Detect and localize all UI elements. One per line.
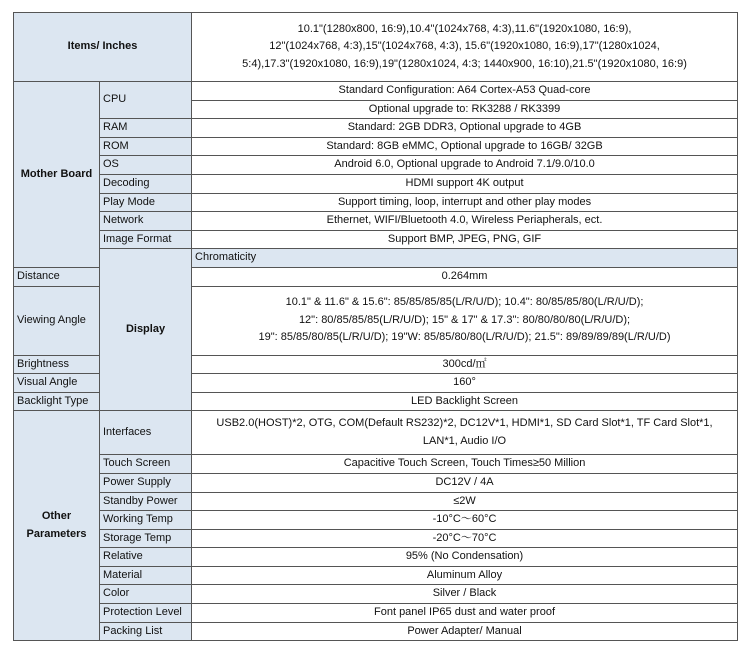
row-label: Standby Power <box>100 492 192 511</box>
row-value-interfaces <box>192 411 738 455</box>
group-display: Display <box>100 249 192 411</box>
row-value: Font panel IP65 dust and water proof <box>192 604 738 623</box>
row-label: Relative <box>100 548 192 567</box>
screen-sizes-line: 10.1"(1280x800, 16:9),10.4"(1024x768, 4:3),11.6"(1920x1080, 16:9), <box>297 22 632 35</box>
table-row <box>14 137 738 156</box>
row-label: Backlight Type <box>14 392 100 411</box>
table-row <box>14 249 738 268</box>
table-row <box>14 529 738 548</box>
row-label: Working Temp <box>100 511 192 530</box>
interfaces-line: USB2.0(HOST)*2, OTG, COM(Default RS232)*2, DC12V*1, HDMI*1, SD Card Slot*1, TF Card Slot*1, <box>216 417 713 430</box>
row-value: -10°C～60°C <box>192 511 738 530</box>
row-value: 0.264mm <box>192 267 738 286</box>
group-other-line: Parameters <box>26 527 87 540</box>
interfaces-line: LAN*1, Audio I/O <box>422 434 507 447</box>
table-row-header <box>14 13 738 82</box>
table-row <box>14 585 738 604</box>
table-row <box>14 411 738 455</box>
row-label: ROM <box>100 137 192 156</box>
table-row <box>14 604 738 623</box>
table-row <box>14 82 738 101</box>
row-value: 160° <box>192 374 738 393</box>
row-value: HDMI support 4K output <box>192 174 738 193</box>
row-label-interfaces: Interfaces <box>100 411 192 455</box>
group-other-line: Other <box>41 510 72 523</box>
row-value: Silver / Black <box>192 585 738 604</box>
screen-sizes-line: 12"(1024x768, 4:3),15"(1024x768, 4:3), 15.6"(1920x1080, 16:9),17"(1280x1024, <box>269 40 660 53</box>
row-value: -20°C～70°C <box>192 529 738 548</box>
group-other-parameters <box>14 411 100 641</box>
viewing-angle-line: 10.1" & 11.6" & 15.6": 85/85/85/85(L/R/U/D); 10.4": 80/85/85/80(L/R/U/D); <box>285 296 644 309</box>
items-inches-label: Items/ Inches <box>14 13 192 82</box>
table-row <box>14 119 738 138</box>
row-label: Power Supply <box>100 473 192 492</box>
table-row <box>14 455 738 474</box>
row-label: Image Format <box>100 230 192 249</box>
row-value: Support BMP, JPEG, PNG, GIF <box>192 230 738 249</box>
row-label: OS <box>100 156 192 175</box>
row-value: 95% (No Condensation) <box>192 548 738 567</box>
row-label: Packing List <box>100 622 192 641</box>
table-row <box>14 492 738 511</box>
row-value-cpu-standard: Standard Configuration: A64 Cortex-A53 Quad-core <box>192 82 738 101</box>
table-row <box>14 156 738 175</box>
table-row <box>14 212 738 231</box>
row-label: Touch Screen <box>100 455 192 474</box>
row-value: Aluminum Alloy <box>192 566 738 585</box>
table-row <box>14 193 738 212</box>
table-row <box>14 511 738 530</box>
row-value: Ethernet, WIFI/Bluetooth 4.0, Wireless Periapherals, ect. <box>192 212 738 231</box>
row-label-cpu: CPU <box>100 82 192 119</box>
row-value-viewing-angle <box>192 286 738 355</box>
row-label: Visual Angle <box>14 374 100 393</box>
row-value: Android 6.0, Optional upgrade to Android 7.1/9.0/10.0 <box>192 156 738 175</box>
table-row <box>14 174 738 193</box>
row-label: Play Mode <box>100 193 192 212</box>
row-label: Color <box>100 585 192 604</box>
viewing-angle-line: 12": 80/85/85/85(L/R/U/D); 15" & 17" & 17.3": 80/80/80/80(L/R/U/D); <box>298 313 631 326</box>
row-label-viewing-angle: Viewing Angle <box>14 286 100 355</box>
row-value: DC12V / 4A <box>192 473 738 492</box>
row-value: 300cd/㎡ <box>192 355 738 374</box>
row-label: Protection Level <box>100 604 192 623</box>
row-label: Decoding <box>100 174 192 193</box>
table-row <box>14 566 738 585</box>
row-value: Capacitive Touch Screen, Touch Times≥50 Million <box>192 455 738 474</box>
row-value: LED Backlight Screen <box>192 392 738 411</box>
viewing-angle-line: 19": 85/85/80/85(L/R/U/D); 19"W: 85/85/80/80(L/R/U/D); 21.5": 89/89/89/89(L/R/U/D) <box>258 331 671 344</box>
table-row <box>14 230 738 249</box>
screen-sizes-cell <box>192 13 738 82</box>
row-value: Support timing, loop, interrupt and other play modes <box>192 193 738 212</box>
row-label: Material <box>100 566 192 585</box>
table-row <box>14 473 738 492</box>
row-label: Distance <box>14 267 100 286</box>
row-label: Storage Temp <box>100 529 192 548</box>
row-value: Standard: 2GB DDR3, Optional upgrade to 4GB <box>192 119 738 138</box>
row-label: RAM <box>100 119 192 138</box>
row-value: Power Adapter/ Manual <box>192 622 738 641</box>
spec-table <box>13 12 738 641</box>
row-value: ≤2W <box>192 492 738 511</box>
row-label: Brightness <box>14 355 100 374</box>
row-label: Chromaticity <box>192 249 738 268</box>
group-mother-board: Mother Board <box>14 82 100 268</box>
table-row <box>14 622 738 641</box>
screen-sizes-line: 5:4),17.3"(1920x1080, 16:9),19"(1280x1024, 4:3; 1440x900, 16:10),21.5"(1920x1080, 16:9) <box>242 57 687 70</box>
table-row <box>14 548 738 567</box>
row-value-cpu-optional: Optional upgrade to: RK3288 / RK3399 <box>192 100 738 119</box>
row-value: Standard: 8GB eMMC, Optional upgrade to 16GB/ 32GB <box>192 137 738 156</box>
row-label: Network <box>100 212 192 231</box>
